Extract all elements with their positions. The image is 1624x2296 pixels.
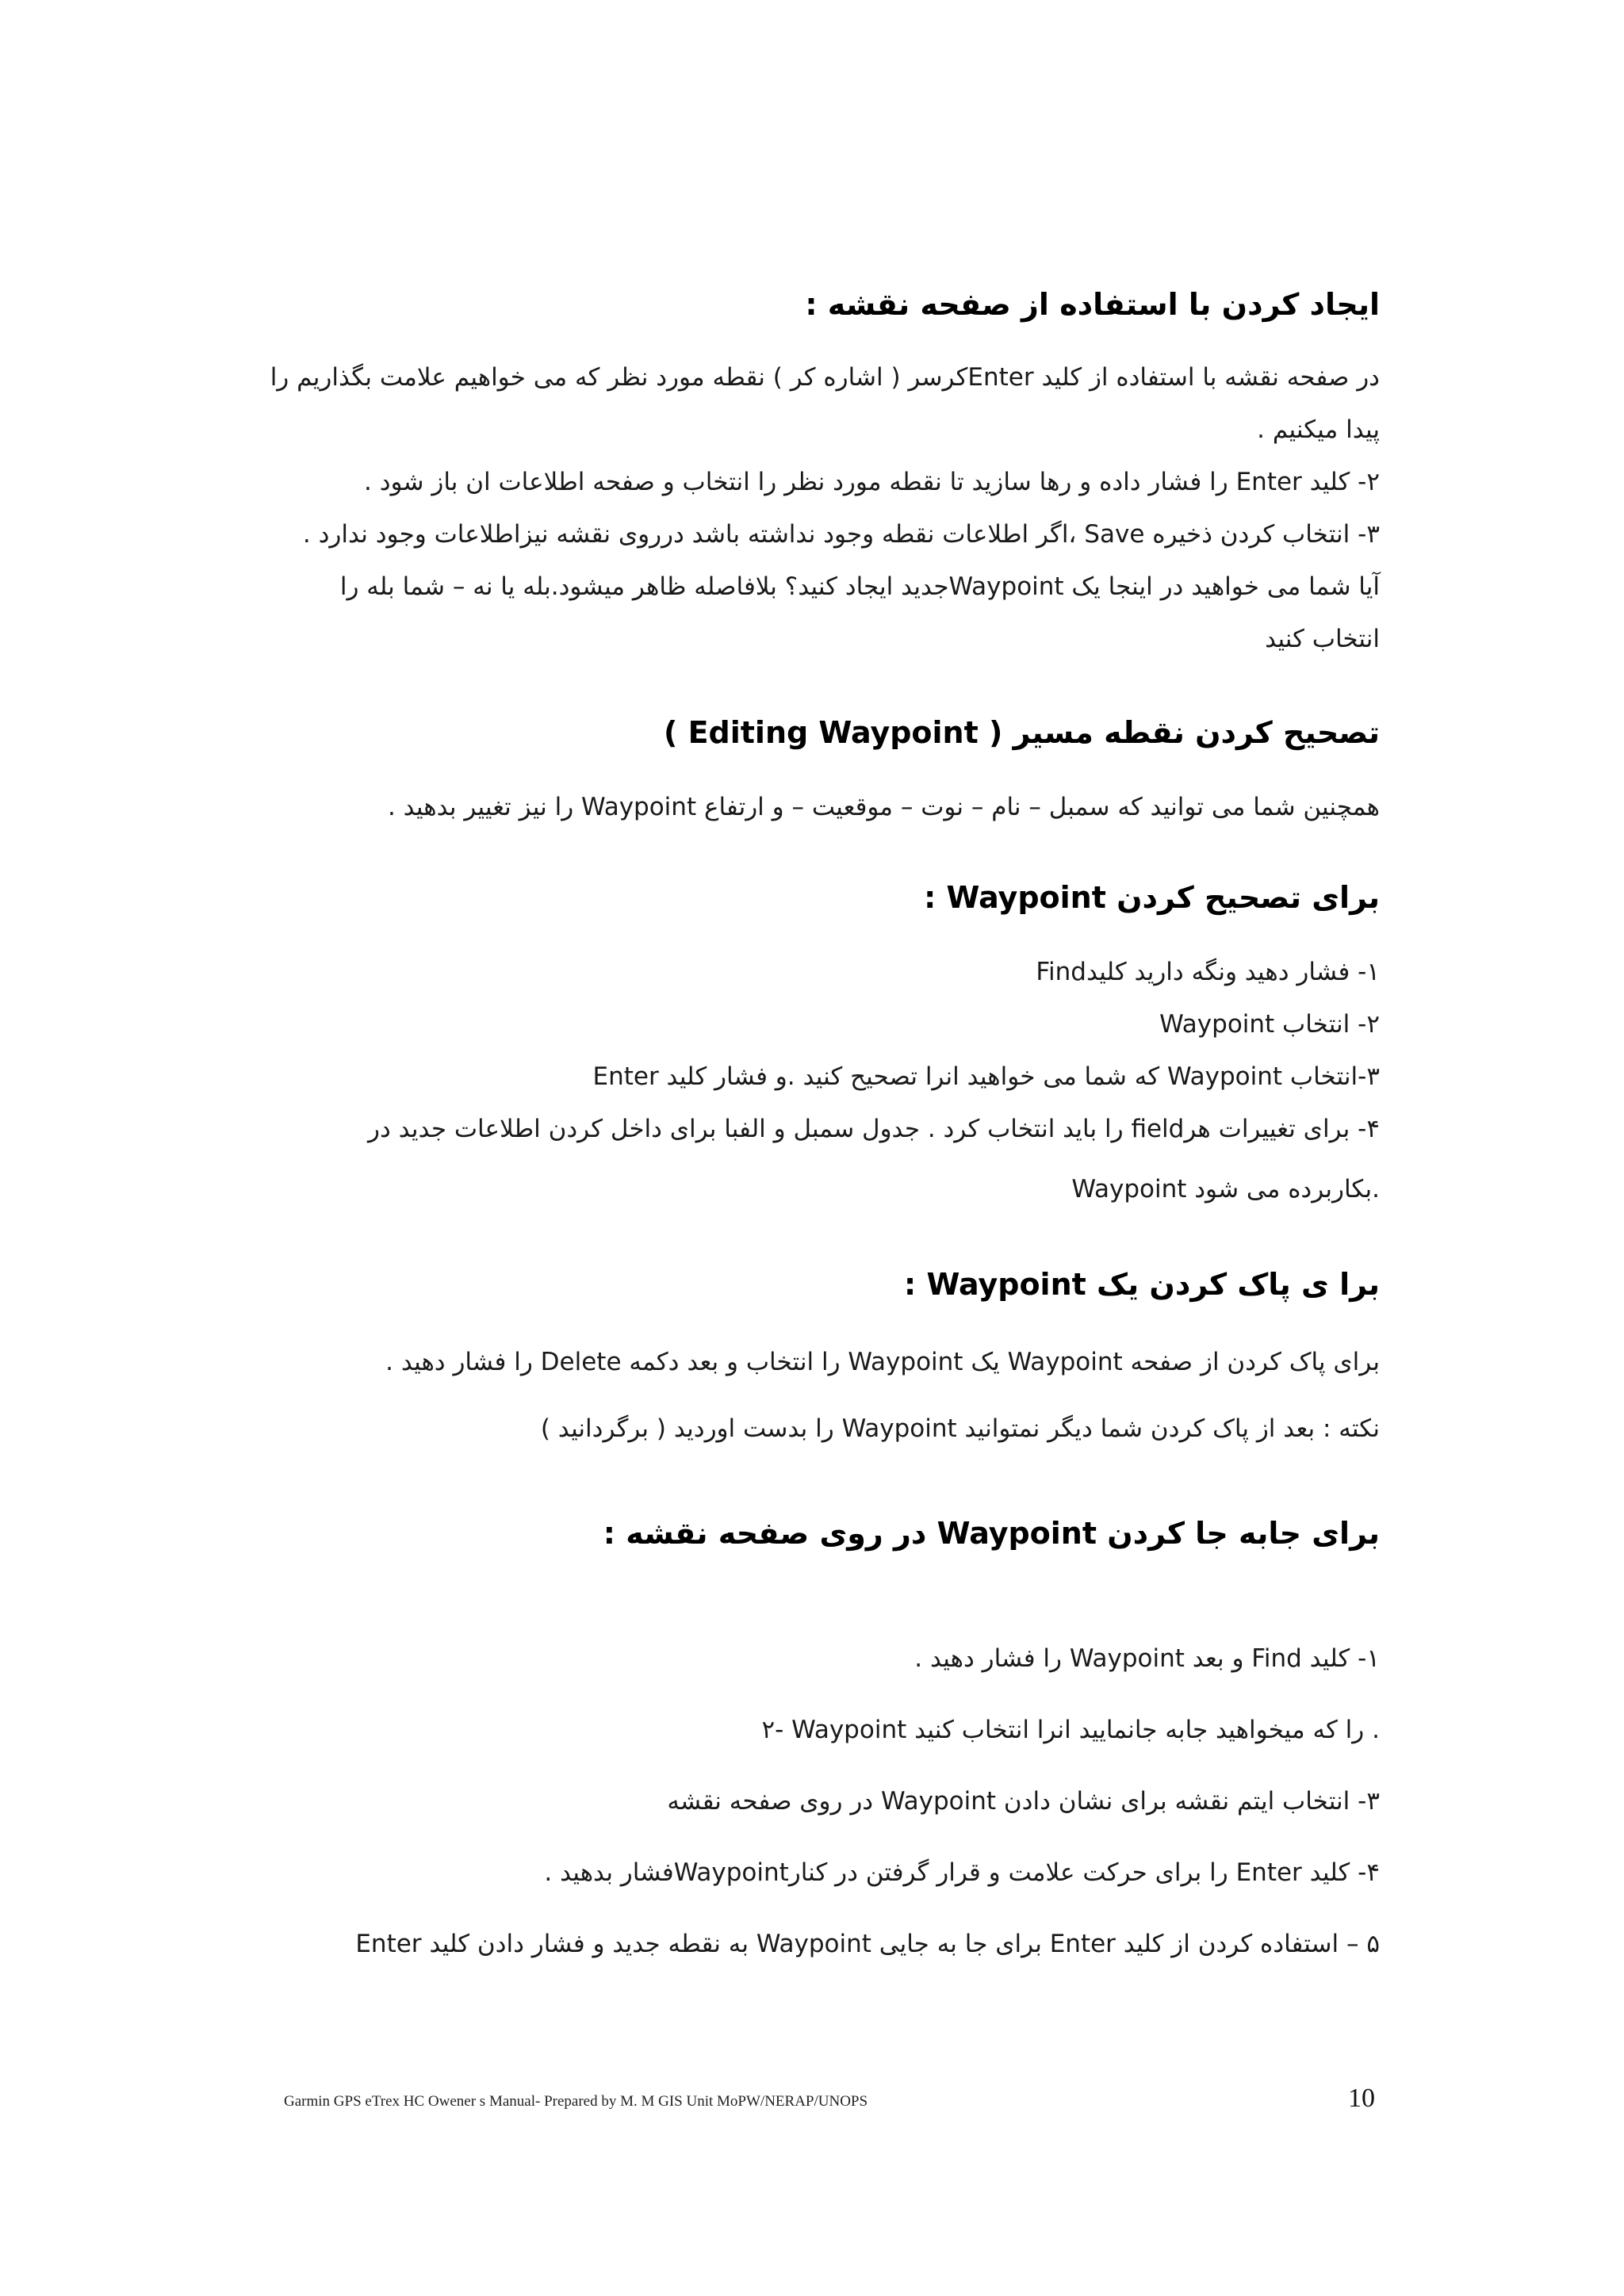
section-1-line-4: ۳- انتخاب کردن ذخیره Save ،اگر اطلاعات نقطه وجود نداشته باشد درروی نقشه نیزاطلاعات وجود ندارد . bbox=[302, 520, 1380, 549]
section-heading-edit-waypoint-steps: برای تصحیح کردن Waypoint : bbox=[924, 880, 1380, 915]
section-1-line-3: ۲- کلید Enter را فشار داده و رها سازید تا نقطه مورد نظر را انتخاب و صفحه اطلاعات ان باز شود . bbox=[364, 468, 1380, 496]
section-4-note: نکته : بعد از پاک کردن شما دیگر نمتوانید Waypoint را بدست اوردید ( برگردانید ) bbox=[540, 1414, 1380, 1443]
section-4-line-1: برای پاک کردن از صفحه Waypoint یک Waypoint را انتخاب و بعد دکمه Delete را فشار دهید . bbox=[385, 1348, 1380, 1376]
footer-credit: Garmin GPS eTrex HC Owener s Manual- Prepared by M. M GIS Unit MoPW/NERAP/UNOPS bbox=[284, 2093, 868, 2110]
section-5-step-5: ۵ – استفاده کردن از کلید Enter برای جا به جایی Waypoint به نقطه جدید و فشار دادن کلید Enter bbox=[355, 1930, 1380, 1958]
section-3-step-1: ۱- فشار دهید ونگه دارید کلیدFind bbox=[1036, 958, 1380, 986]
section-3-step-4: ۴- برای تغییرات هرfield را باید انتخاب کرد . جدول سمبل و الفبا برای داخل کردن اطلاعات جدید در bbox=[368, 1115, 1380, 1143]
page-number: 10 bbox=[1348, 2084, 1375, 2113]
section-1-line-1: در صفحه نقشه با استفاده از کلید Enterکرسر ( اشاره کر ) نقطه مورد نظر که می خواهیم علامت بگذاریم را bbox=[270, 363, 1380, 392]
section-3-step-2: ۲- انتخاب Waypoint bbox=[1159, 1010, 1380, 1039]
section-1-line-6: انتخاب کنید bbox=[1265, 625, 1380, 653]
section-5-step-1: ۱- کلید Find و بعد Waypoint را فشار دهید . bbox=[914, 1644, 1380, 1673]
section-heading-editing-waypoint: تصحیح کردن نقطه مسیر ( Editing Waypoint ) bbox=[663, 715, 1380, 750]
section-2-line-1: همچنین شما می توانید که سمبل – نام – نوت – موقعیت – و ارتفاع Waypoint را نیز تغییر بدهید . bbox=[387, 793, 1380, 821]
section-heading-delete-waypoint: برا ی پاک کردن یک Waypoint : bbox=[904, 1267, 1380, 1302]
section-1-line-2: پیدا میکنیم . bbox=[1257, 415, 1380, 444]
section-3-step-3: ۳-انتخاب Waypoint که شما می خواهید انرا تصحیح کنید .و فشار کلید Enter bbox=[592, 1062, 1380, 1091]
section-5-step-3: ۳- انتخاب ایتم نقشه برای نشان دادن Waypoint در روی صفحه نقشه bbox=[667, 1787, 1380, 1816]
section-5-step-4: ۴- کلید Enter را برای حرکت علامت و قرار گرفتن در کنارWaypointفشار بدهید . bbox=[544, 1858, 1380, 1887]
section-5-step-2: ۲- Waypoint را که میخواهید جابه جانمایید انرا انتخاب کنید . bbox=[761, 1716, 1380, 1744]
section-3-step-4-continued: Waypoint بکاربرده می شود. bbox=[1071, 1175, 1380, 1203]
section-heading-move-waypoint: برای جابه جا کردن Waypoint در روی صفحه نقشه : bbox=[603, 1516, 1380, 1551]
section-heading-create-from-map: ایجاد کردن با استفاده از صفحه نقشه : bbox=[805, 287, 1380, 322]
section-1-line-5: آیا شما می خواهید در اینجا یک Waypointجدید ایجاد کنید؟ بلافاصله ظاهر میشود.بله یا نه – شما بله را bbox=[339, 572, 1380, 601]
